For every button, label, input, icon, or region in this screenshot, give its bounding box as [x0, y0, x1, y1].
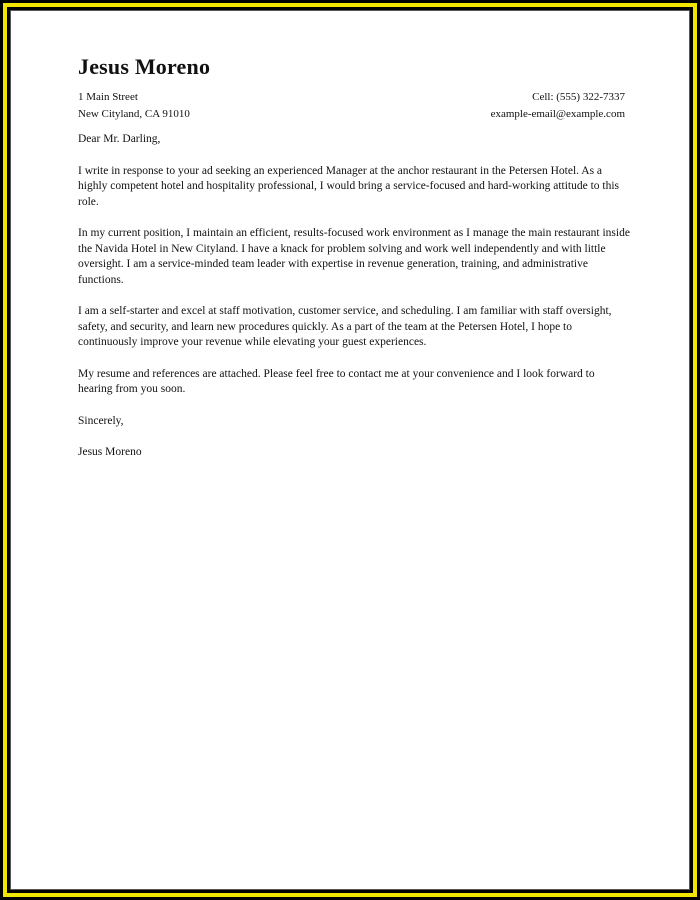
sender-name: Jesus Moreno — [78, 54, 211, 79]
sender-address — [78, 89, 190, 123]
salutation: Dear Mr. Darling, — [78, 133, 161, 145]
inner-frame — [7, 7, 693, 893]
signature: Jesus Moreno — [78, 446, 142, 458]
paragraph-3: I am a self-starter and excel at staff motivation, customer service, and scheduling. I am familiar with staff oversight, safety, and security, and learn new procedures quickly. As a part of the team at the Petersen Hotel, I hope to continuously improve your revenue while elevating your guest experiences. — [78, 305, 612, 348]
letter-body — [78, 132, 630, 477]
yellow-border — [3, 3, 697, 897]
paragraph-1: I write in response to your ad seeking an experienced Manager at the anchor restaurant in the Petersen Hotel. As a highly competent hotel and hospitality professional, I would bring a service-focused and hard-working attitude to this role. — [78, 164, 620, 208]
closing: Sincerely, — [78, 414, 124, 427]
paragraph-4: My resume and references are attached. Please feel free to contact me at your convenience and I look forward to hearing from you soon. — [78, 367, 595, 395]
letter-page — [10, 10, 690, 890]
sender-email: example-email@example.com — [490, 108, 625, 120]
sender-contact — [491, 89, 625, 123]
paragraph-2: In my current position, I maintain an efficient, results-focused work environment as I manage the main restaurant inside the Navida Hotel in New Cityland. I have a knack for problem solving and work well independently and with little oversight. I am a service-minded team leader with expertise in revenue generation, training, and administrative functions. — [78, 227, 630, 286]
sender-cell: Cell: (555) 322-7337 — [532, 91, 625, 103]
address-line-2: New Cityland, CA 91010 — [78, 108, 190, 120]
address-line-1: 1 Main Street — [78, 91, 138, 103]
